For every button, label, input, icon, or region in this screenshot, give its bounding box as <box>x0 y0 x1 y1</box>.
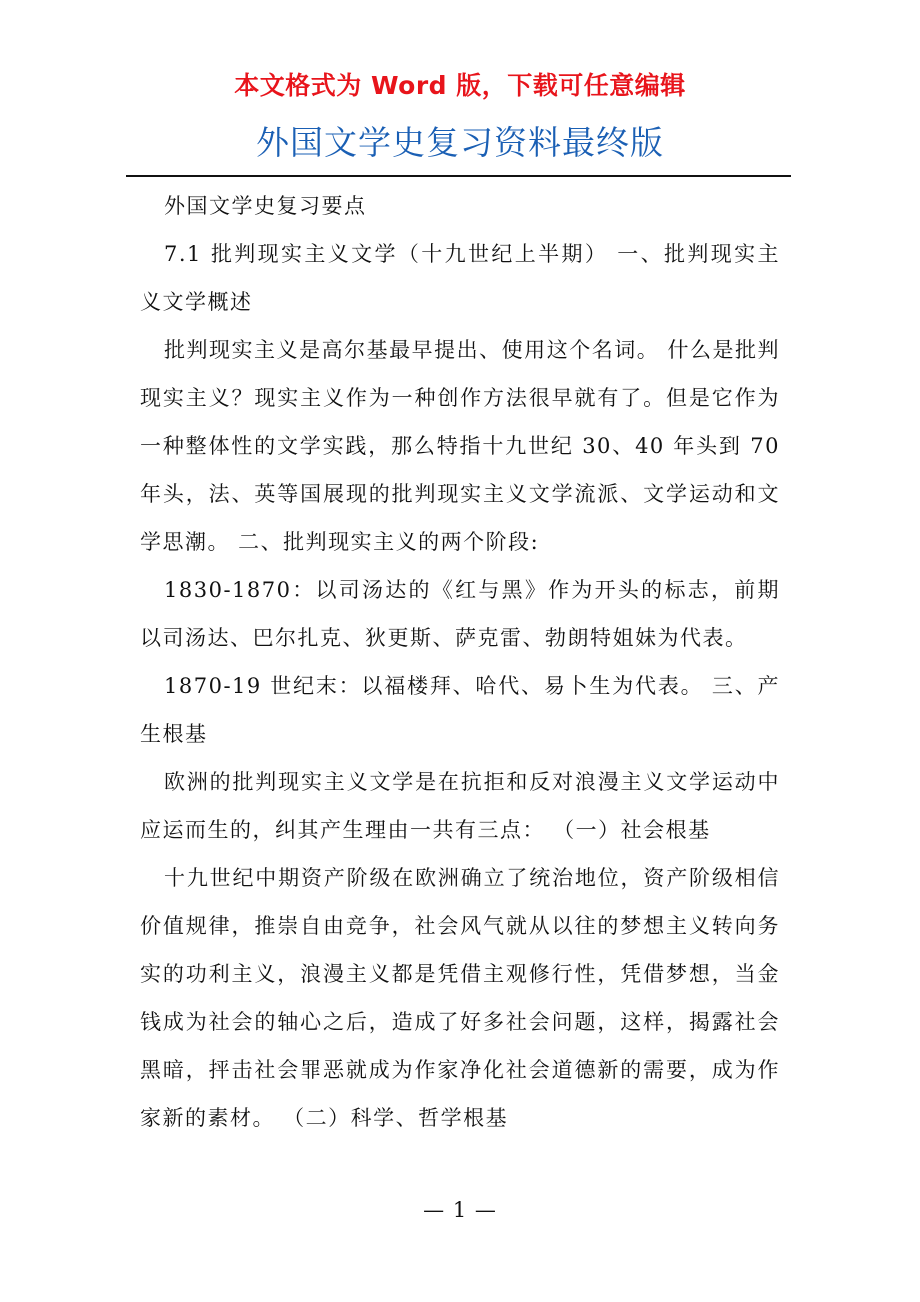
paragraph-section-title: 7.1 批判现实主义文学（十九世纪上半期） 一、批判现实主义文学概述 <box>140 242 780 314</box>
paragraph-origins: 欧洲的批判现实主义文学是在抗拒和反对浪漫主义文学运动中应运而生的，纠其产生理由一共有三点： （一）社会根基 <box>140 770 780 842</box>
document-title: 外国文学史复习资料最终版 <box>256 123 664 162</box>
paragraph-social-basis: 十九世纪中期资产阶级在欧洲确立了统治地位，资产阶级相信价值规律，推崇自由竞争，社会风气就从以往的梦想主义转向务实的功利主义，浪漫主义都是凭借主观修行性，凭借梦想，当金钱成为社会的轴心之后，造成了好多社会问题，这样，揭露社会黑暗，抨击社会罪恶就成为作家净化社会道德新的需要，成为作家新的素材。 （二）科学、哲学根基 <box>140 866 780 1130</box>
paragraph-stage-one: 1830-1870：以司汤达的《红与黑》作为开头的标志，前期以司汤达、巴尔扎克、狄更斯、萨克雷、勃朗特姐妹为代表。 <box>140 578 780 650</box>
paragraph-heading: 外国文学史复习要点 <box>164 194 367 218</box>
download-notice-banner: 本文格式为 Word 版，下载可任意编辑 <box>234 71 686 100</box>
title-divider <box>126 175 791 177</box>
page-number: — 1 — <box>423 1198 497 1222</box>
paragraph-definition: 批判现实主义是高尔基最早提出、使用这个名词。 什么是批判现实主义？现实主义作为一种创作方法很早就有了。但是它作为一种整体性的文学实践，那么特指十九世纪 30、40 年头到 70 年头，法、英等国展现的批判现实主义文学流派、文学运动和文学思潮。 二、批判现实主义的两个阶段: <box>140 338 780 554</box>
paragraph-stage-two: 1870-19 世纪末：以福楼拜、哈代、易卜生为代表。 三、产生根基 <box>140 674 780 746</box>
document-body <box>140 182 780 1142</box>
